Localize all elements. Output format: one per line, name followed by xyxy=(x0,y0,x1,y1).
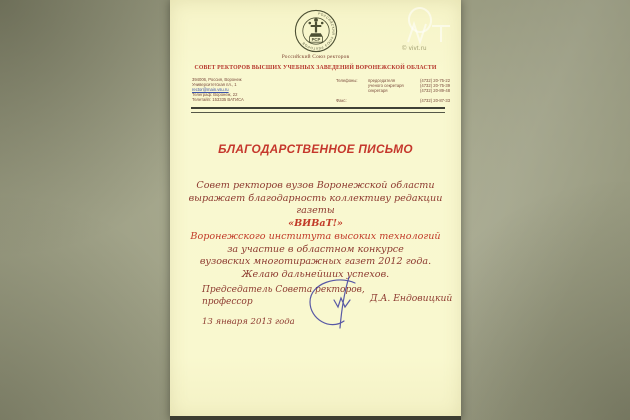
phone-roles xyxy=(368,78,404,94)
body-line: за участие в областном конкурсе xyxy=(227,243,404,255)
body-line: вузовских многотиражных газет 2012 года. xyxy=(199,256,432,268)
body-line: выражает благодарность коллективу редакции газеты xyxy=(188,192,443,217)
address-line: Телетайп: 153335 ВАТИСА xyxy=(192,97,244,103)
signer-name: Д.А. Ендовицкий xyxy=(370,293,453,304)
letter-title: БЛАГОДАРСТВЕННОЕ ПИСЬМО xyxy=(218,142,413,156)
emblem-torch-icon xyxy=(309,18,324,36)
handwritten-signature xyxy=(300,274,366,332)
phone-number: (4732) 20-75-39 xyxy=(420,83,451,89)
rsr-emblem xyxy=(294,9,338,53)
fax-label: Факс: xyxy=(336,97,347,103)
emblem-abbr: РСР xyxy=(311,37,321,43)
newspaper-name: «ВИВаТ!» xyxy=(288,218,343,230)
emblem-ring-text: РОССИЙСКИЙ СОЮЗ РЕКТОРОВ xyxy=(301,11,336,51)
signer-position-line: Председатель Совета ректоров, xyxy=(202,285,365,295)
phone-role: председателя xyxy=(368,78,396,83)
address-line: Телеграф: Воронеж, 22 xyxy=(192,92,238,98)
phone-number: (4732) 20-89-48 xyxy=(420,88,451,94)
address-line: Университетская пл., 1 xyxy=(192,81,237,87)
vivt-watermark xyxy=(394,6,468,56)
page-bottom-shadow xyxy=(170,416,461,420)
body-line: Желаю дальнейших успехов. xyxy=(241,268,390,280)
phone-role: секретаря xyxy=(368,88,388,94)
watermark-credit: © vivt.ru xyxy=(402,46,427,52)
header-rule-thick xyxy=(191,107,445,109)
email-text: rector@main.vsu.ru xyxy=(192,86,229,92)
phone-role: ученого секретаря xyxy=(368,83,404,89)
org-caption: Российский Союз ректоров xyxy=(281,54,350,60)
header-rule-thin xyxy=(191,112,445,113)
phone-number: (4732) 20-75-22 xyxy=(420,78,451,83)
address-block xyxy=(192,77,287,103)
fax-number: (4732) 20-87-33 xyxy=(420,97,451,103)
body-line: Совет ректоров вузов Воронежской области xyxy=(196,180,435,191)
signer-position-line: профессор xyxy=(202,296,253,307)
letter-date: 13 января 2013 года xyxy=(202,317,295,327)
letter-page xyxy=(170,0,461,420)
phones-label: Телефоны: xyxy=(336,78,358,83)
letter-body xyxy=(170,180,461,282)
address-line: 394006, Россия, Воронеж xyxy=(192,76,242,82)
council-header: СОВЕТ РЕКТОРОВ ВЫСШИХ УЧЕБНЫХ ЗАВЕДЕНИЙ ВОРОНЕЖСКОЙ ОБЛАСТИ xyxy=(194,64,437,71)
institute-name: Воронежского института высоких технологий xyxy=(190,230,441,242)
phone-numbers xyxy=(420,78,450,94)
